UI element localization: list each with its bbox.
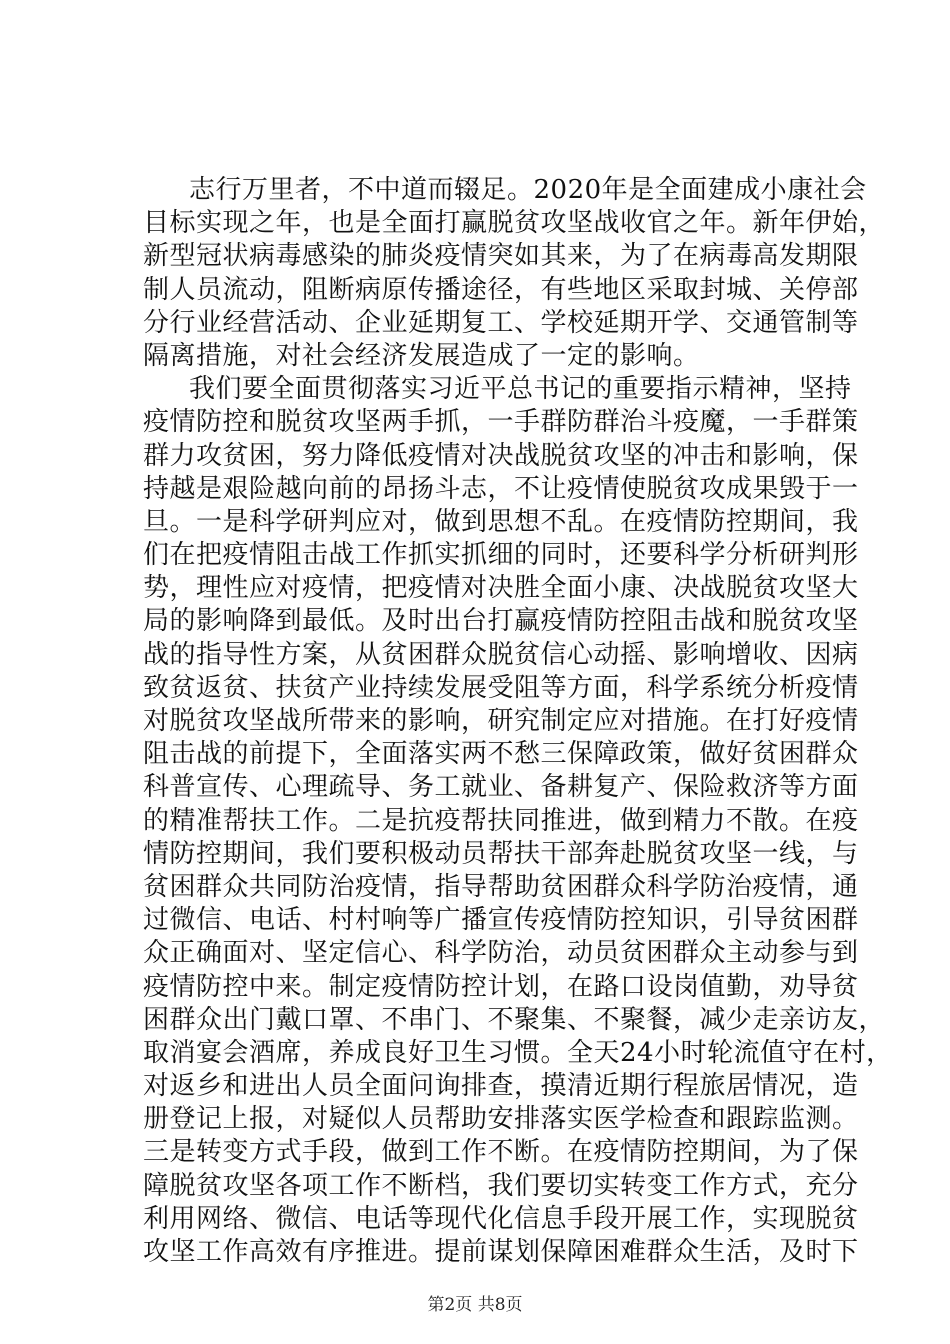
text-line: 过微信、电话、村村响等广播宣传疫情防控知识，引导贫困群: [143, 905, 859, 936]
text-line: 三是转变方式手段，做到工作不断。在疫情防控期间，为了保: [143, 1137, 859, 1168]
text-line: 疫情防控和脱贫攻坚两手抓，一手群防群治斗疫魔，一手群策: [143, 407, 859, 438]
text-line: 群力攻贫困，努力降低疫情对决战脱贫攻坚的冲击和影响，保: [143, 440, 859, 471]
text-line: 我们要全面贯彻落实习近平总书记的重要指示精神，坚持: [189, 374, 852, 405]
text-line: 隔离措施，对社会经济发展造成了一定的影响。: [143, 340, 700, 371]
text-line: 阻击战的前提下，全面落实两不愁三保障政策，做好贫困群众: [143, 739, 859, 770]
text-line: 势，理性应对疫情，把疫情对决胜全面小康、决战脱贫攻坚大: [143, 573, 859, 604]
text-line: 障脱贫攻坚各项工作不断档，我们要切实转变工作方式，充分: [143, 1170, 859, 1201]
text-line: 册登记上报，对疑似人员帮助安排落实医学检查和跟踪监测。: [143, 1104, 859, 1135]
text-line: 目标实现之年，也是全面打赢脱贫攻坚战收官之年。新年伊始，: [143, 208, 886, 239]
text-line: 分行业经营活动、企业延期复工、学校延期开学、交通管制等: [143, 307, 859, 338]
text-line: 困群众出门戴口罩、不串门、不聚集、不聚餐，减少走亲访友，: [143, 1004, 886, 1035]
text-line: 攻坚工作高效有序推进。提前谋划保障困难群众生活，及时下: [143, 1237, 859, 1267]
text-line: 情防控期间，我们要积极动员帮扶干部奔赴脱贫攻坚一线，与: [143, 838, 859, 869]
text-line: 的精准帮扶工作。二是抗疫帮扶同推进，做到精力不散。在疫: [143, 805, 859, 836]
text-line: 战的指导性方案，从贫困群众脱贫信心动摇、影响增收、因病: [143, 639, 859, 670]
text-line: 局的影响降到最低。及时出台打赢疫情防控阻击战和脱贫攻坚: [143, 606, 859, 637]
text-line: 旦。一是科学研判应对，做到思想不乱。在疫情防控期间，我: [143, 506, 859, 537]
text-line: 志行万里者，不中道而辍足。2020年是全面建成小康社会: [189, 175, 867, 205]
text-line: 利用网络、微信、电话等现代化信息手段开展工作，实现脱贫: [143, 1203, 859, 1234]
document-body: [143, 174, 893, 1269]
text-line: 对返乡和进出人员全面问询排查，摸清近期行程旅居情况，造: [143, 1071, 859, 1102]
text-line: 新型冠状病毒感染的肺炎疫情突如其来，为了在病毒高发期限: [143, 241, 859, 272]
text-line: 们在把疫情阻击战工作抓实抓细的同时，还要科学分析研判形: [143, 540, 859, 571]
text-line: 科普宣传、心理疏导、务工就业、备耕复产、保险救济等方面: [143, 772, 859, 803]
paragraph-1: [143, 174, 886, 373]
paragraph-2: [143, 373, 893, 1269]
text-line: 制人员流动，阻断病原传播途径，有些地区采取封城、关停部: [143, 274, 859, 305]
page-number-footer: 第2页 共8页: [427, 1295, 523, 1315]
text-line: 疫情防控中来。制定疫情防控计划，在路口设岗值勤，劝导贫: [143, 971, 859, 1002]
text-line: 致贫返贫、扶贫产业持续发展受阻等方面，科学系统分析疫情: [143, 672, 859, 703]
text-line: 对脱贫攻坚战所带来的影响，研究制定应对措施。在打好疫情: [143, 706, 859, 736]
text-line: 取消宴会酒席，养成良好卫生习惯。全天24小时轮流值守在村，: [143, 1037, 893, 1068]
text-line: 持越是艰险越向前的昂扬斗志，不让疫情使脱贫攻成果毁于一: [143, 473, 859, 504]
text-line: 众正确面对、坚定信心、科学防治，动员贫困群众主动参与到: [143, 938, 859, 969]
text-line: 贫困群众共同防治疫情，指导帮助贫困群众科学防治疫情，通: [143, 871, 859, 902]
